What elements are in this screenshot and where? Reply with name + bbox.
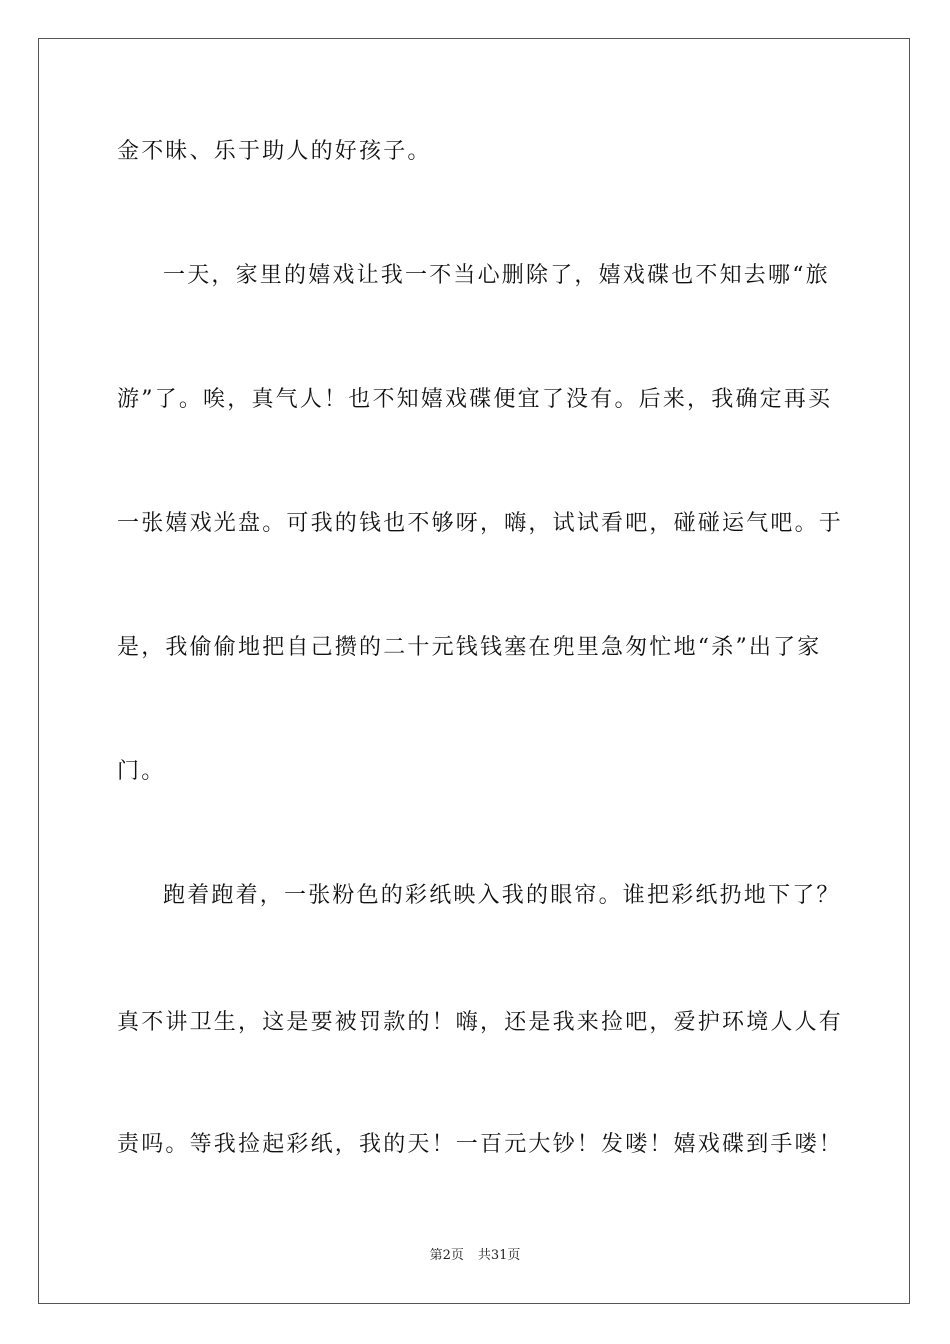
page-footer [0, 1247, 950, 1265]
page-number: 第2页 [429, 1248, 464, 1263]
page-total: 共31页 [477, 1248, 521, 1263]
text-line-4: 一张嬉戏光盘。可我的钱也不够呀，嗨，试试看吧，碰碰运气吧。于 [117, 511, 844, 536]
page-border [38, 38, 910, 1304]
text-line-1: 金不昧、乐于助人的好孩子。 [117, 139, 432, 164]
text-line-3: 游”了。唉，真气人！也不知嬉戏碟便宜了没有。后来，我确定再买 [117, 387, 833, 412]
text-line-2: 一天，家里的嬉戏让我一不当心删除了，嬉戏碟也不知去哪“旅 [163, 263, 830, 288]
text-line-6: 门。 [117, 759, 166, 784]
text-line-8: 真不讲卫生，这是要被罚款的！嗨，还是我来捡吧，爱护环境人人有 [117, 1010, 844, 1035]
text-line-9: 责吗。等我捡起彩纸，我的天！一百元大钞！发喽！嬉戏碟到手喽！ [117, 1132, 844, 1157]
text-line-7: 跑着跑着，一张粉色的彩纸映入我的眼帘。谁把彩纸扔地下了？ [163, 883, 841, 908]
text-line-5: 是，我偷偷地把自己攒的二十元钱钱塞在兜里急匆忙地“杀”出了家 [117, 635, 822, 660]
